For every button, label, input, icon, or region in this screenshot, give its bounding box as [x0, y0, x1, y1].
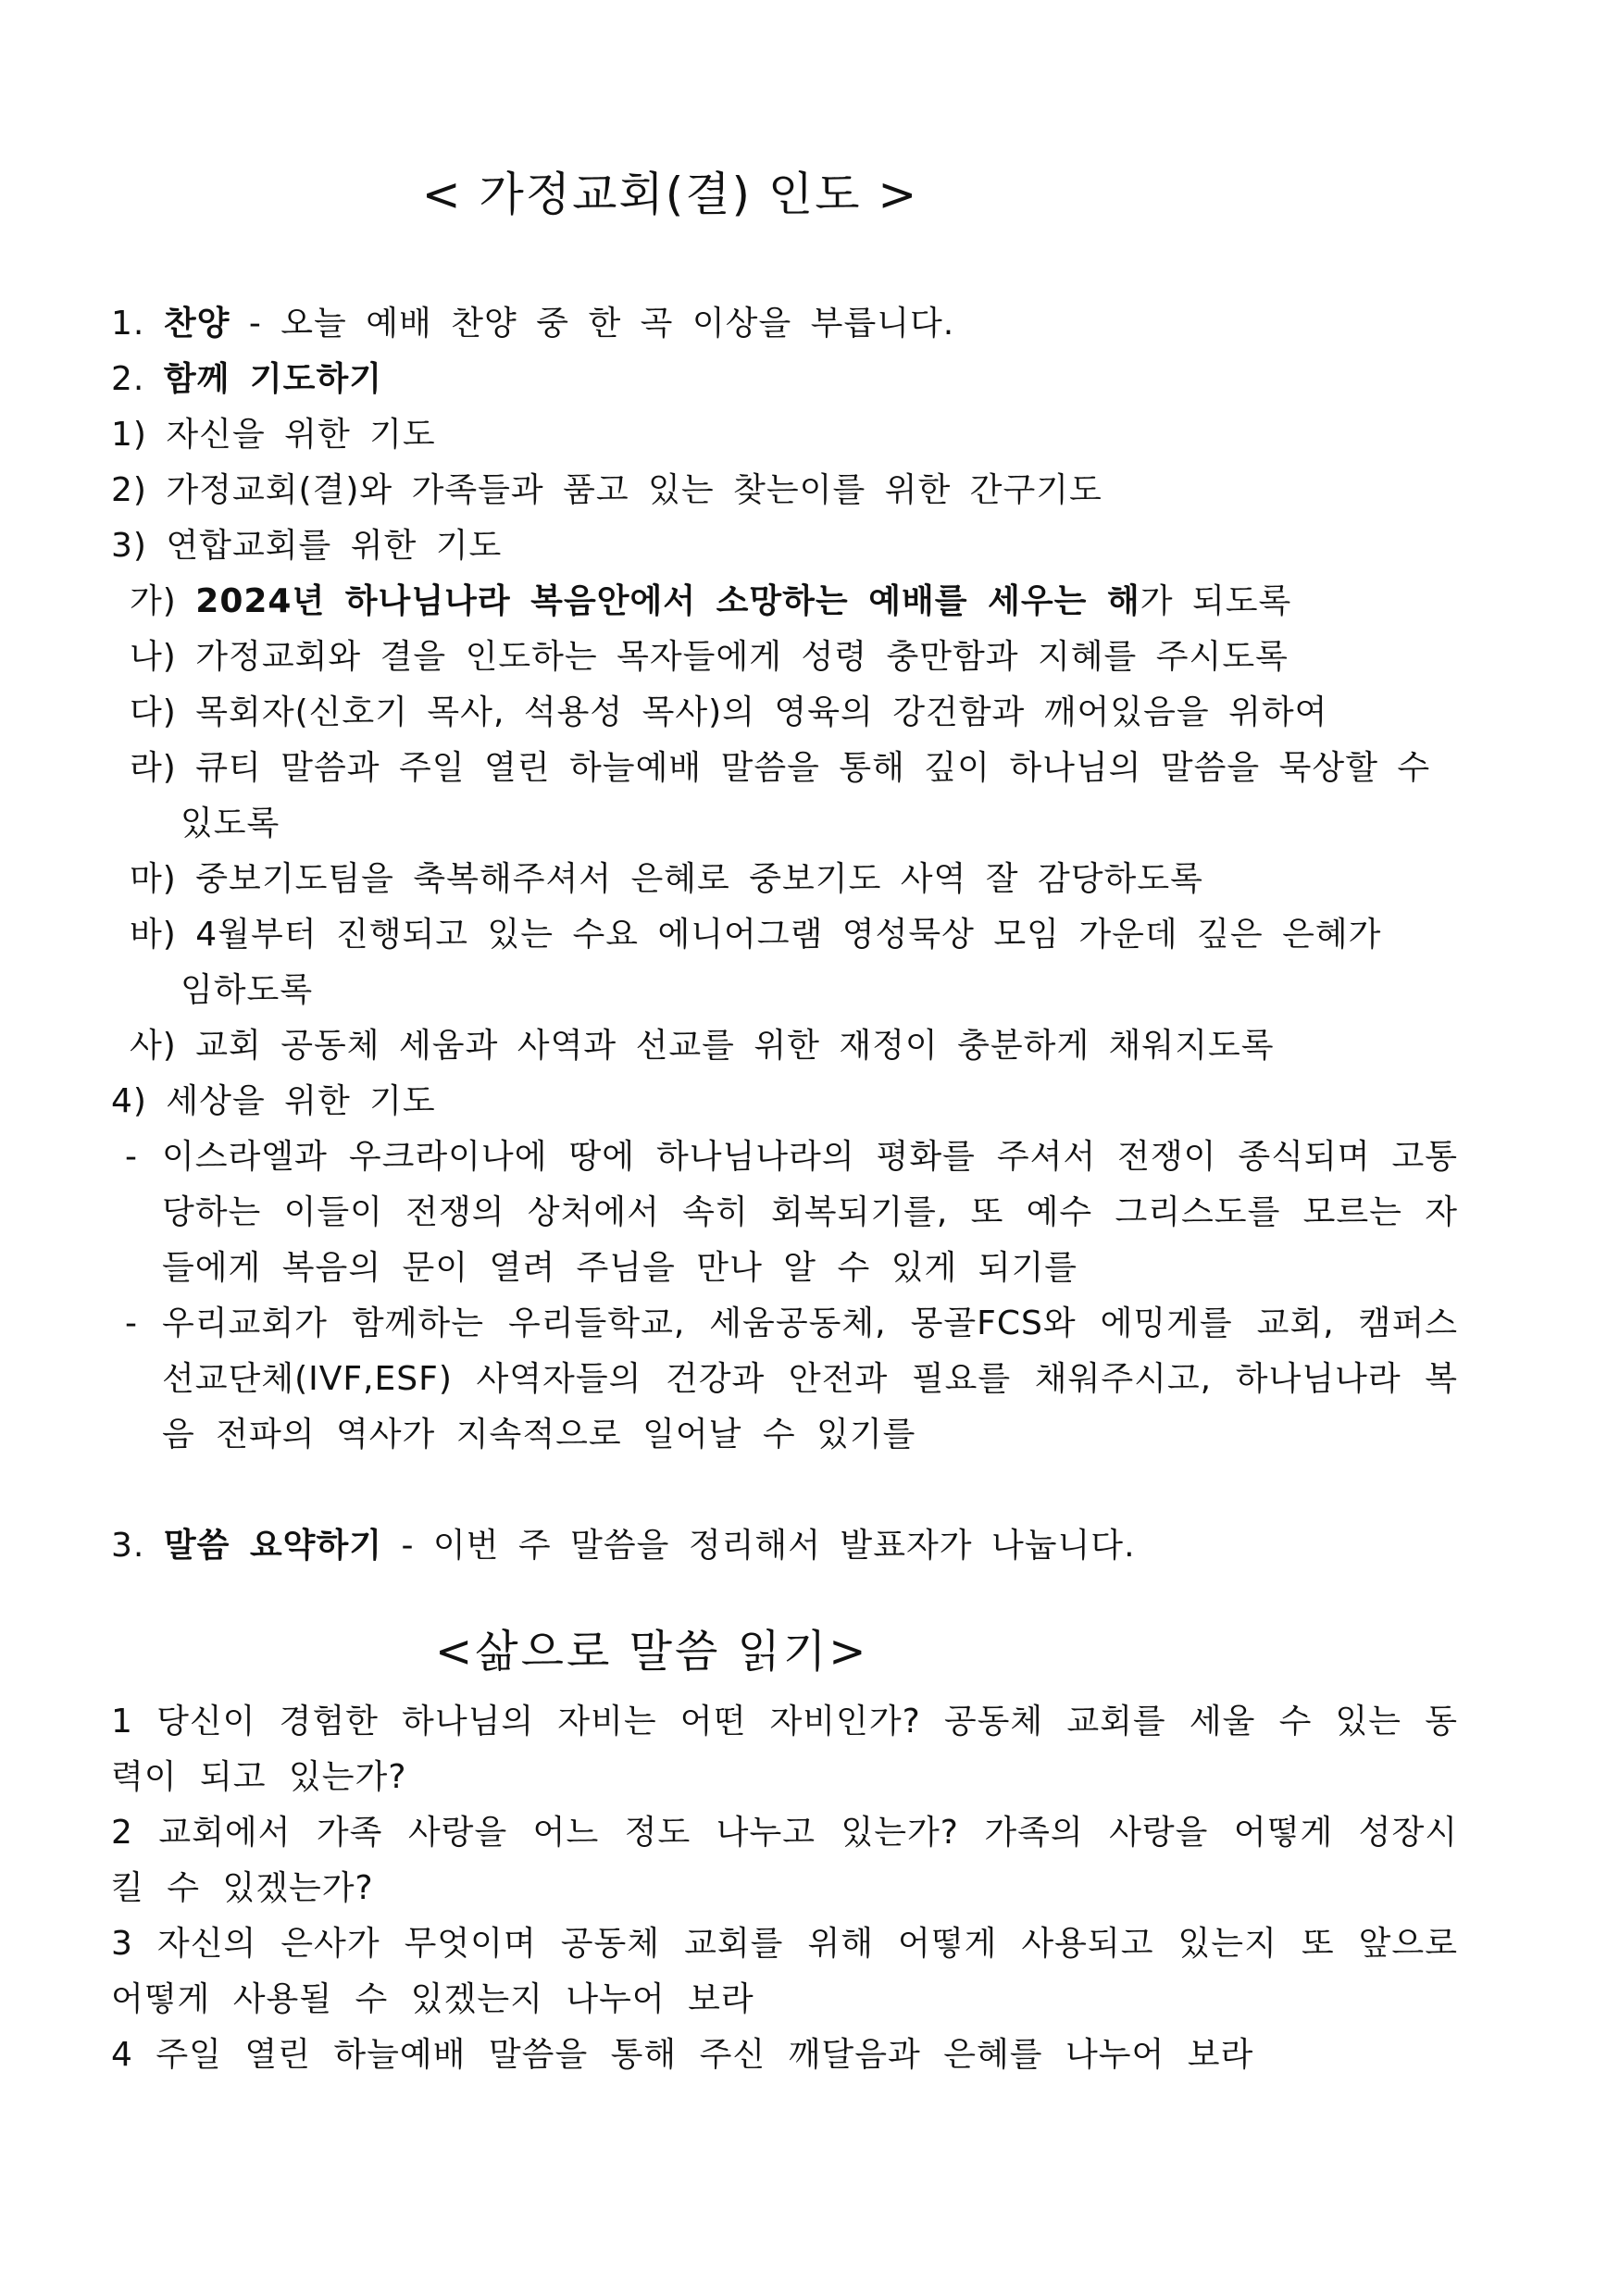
question-item: 1 당신이 경험한 하나님의 자비는 어떤 자비인가? 공동체 교회를 세울 수 있는 동력이 되고 있는가? [111, 1703, 1458, 1796]
prayer-sub-ga [111, 574, 1458, 630]
world-prayer-item [111, 1296, 1458, 1463]
world-prayer-text: 이스라엘과 우크라이나에 땅에 하나님나라의 평화를 주셔서 전쟁이 종식되며 고통당하는 이들이 전쟁의 상처에서 속히 회복되기를, 또 예수 그리스도를 모르는 자들에게 복음의 문이 열려 주님을 만나 알 수 있게 되기를 [162, 1138, 1458, 1287]
world-prayer-item [111, 1129, 1458, 1296]
summary-text: - 이번 주 말씀을 정리해서 발표자가 나눕니다. [382, 1527, 1136, 1565]
sub-ba-line2: 임하도록 [181, 971, 314, 1009]
praise-text: - 오늘 예배 찬양 중 한 곡 이상을 부릅니다. [230, 305, 955, 343]
summary-item [111, 1518, 1458, 1574]
prayer-self: 1) 자신을 위한 기도 [111, 416, 436, 454]
sub-ra-line2: 있도록 [181, 805, 280, 842]
prayer-house-church: 2) 가정교회(결)와 가족들과 품고 있는 찾는이를 위한 간구기도 [111, 471, 1102, 509]
praise-label: 찬양 [163, 305, 230, 343]
prayer-sub-na: 나) 가정교회와 결을 인도하는 목자들에게 성령 충만함과 지혜를 주시도록 [130, 638, 1289, 676]
sub-ga-bold: 2024년 하나님나라 복음안에서 소망하는 예배를 세우는 해 [195, 582, 1140, 620]
summary-label: 말씀 요약하기 [163, 1527, 383, 1565]
prayer-label: 함께 기도하기 [163, 360, 383, 398]
question-item: 4 주일 열린 하늘예배 말씀을 통해 주신 깨달음과 은혜를 나누어 보라 [111, 2036, 1254, 2074]
spacer [111, 1463, 1458, 1518]
worship-guide [111, 296, 1458, 1574]
prayer-sub-sa: 사) 교회 공동체 세움과 사역과 선교를 위한 재정이 충분하게 채워지도록 [130, 1027, 1275, 1065]
praise-number: 1. [111, 305, 145, 343]
question-item: 2 교회에서 가족 사랑을 어느 정도 나누고 있는가? 가족의 사랑을 어떻게 성장시킬 수 있겠는가? [111, 1814, 1458, 1907]
prayer-united-church: 3) 연합교회를 위한 기도 [111, 527, 503, 565]
question-item: 3 자신의 은사가 무엇이며 공동체 교회를 위해 어떻게 사용되고 있는지 또 앞으로 어떻게 사용될 수 있겠는지 나누어 보라 [111, 1925, 1458, 2018]
prayer-sub-da: 다) 목회자(신호기 목사, 석용성 목사)의 영육의 강건함과 깨어있음을 위하여 [130, 693, 1328, 731]
prayer-number: 2. [111, 360, 145, 398]
page-title: < 가정교회(결) 인도 > [421, 168, 919, 221]
sub-ba-line1: 바) 4월부터 진행되고 있는 수요 에니어그램 영성묵상 모임 가운데 깊은 은혜가 [130, 916, 1382, 954]
prayer-sub-ma: 마) 중보기도팀을 축복해주셔서 은혜로 중보기도 사역 잘 감당하도록 [130, 860, 1203, 898]
summary-number: 3. [111, 1527, 145, 1565]
praise-item [111, 296, 1458, 352]
dash-bullet: - [125, 1304, 137, 1342]
world-prayer-text: 우리교회가 함께하는 우리들학교, 세움공동체, 몽골FCS와 에밍게를 교회, 캠퍼스 선교단체(IVF,ESF) 사역자들의 건강과 안전과 필요를 채워주시고, 하나님나라 복음 전파의 역사가 지속적으로 일어날 수 있기를 [162, 1304, 1458, 1454]
prayer-sub-ra [111, 741, 1458, 852]
prayer-world: 4) 세상을 위한 기도 [111, 1082, 436, 1120]
sub-ga-rest: 가 되도록 [1140, 582, 1292, 620]
section-title: <삶으로 말씀 읽기> [435, 1626, 869, 1678]
reflection-questions [111, 1694, 1458, 2083]
sub-ra-line1: 라) 큐티 말씀과 주일 열린 하늘예배 말씀을 통해 깊이 하나님의 말씀을 묵상할 수 [130, 749, 1431, 787]
prayer-heading [111, 352, 1458, 407]
prayer-sub-ba [111, 907, 1458, 1018]
sub-ga-prefix: 가) [130, 582, 196, 620]
dash-bullet: - [125, 1138, 137, 1176]
